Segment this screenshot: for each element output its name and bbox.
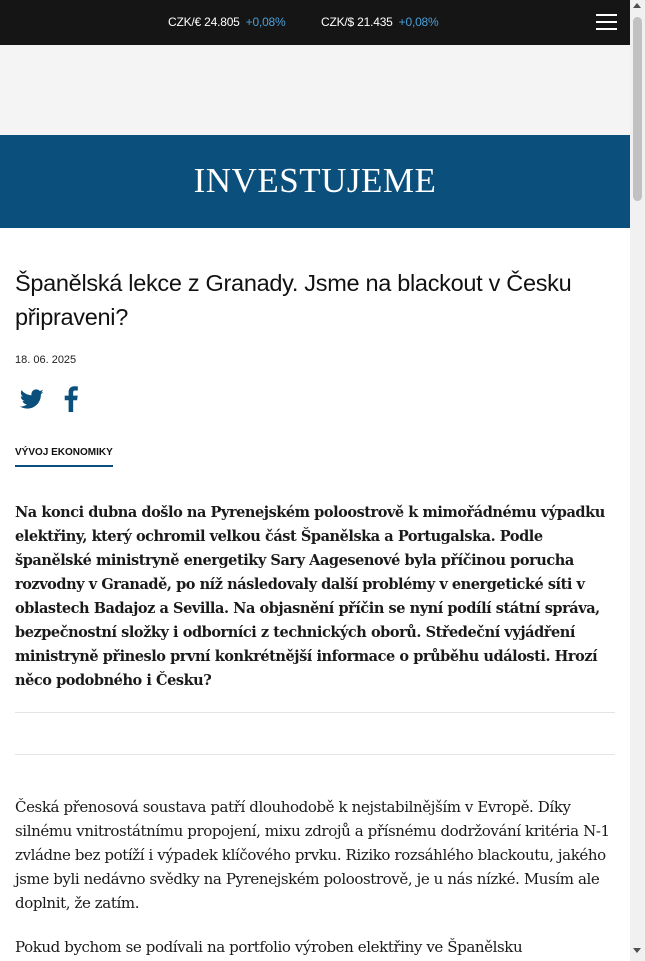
category-link[interactable]: VÝVOJ EKONOMIKY (15, 447, 113, 467)
scroll-down-arrow-icon[interactable] (633, 948, 641, 953)
ticker-eur (168, 15, 286, 29)
scrollbar-thumb[interactable] (633, 17, 642, 201)
article-perex: Na konci dubna došlo na Pyrenejském poloostrově k mimořádnému výpadku elektřiny, který ochromil velkou část Španělska a Portugalska. Podle španělské ministryně energetiky Sary Aagesenové byla příčinou porucha rozvodny v Granadě, po níž následovaly další problémy v energetické síti v oblastech Badajoz a Sevilla. Na objasnění příčin se nyní podílí státní správa, bezpečnostní složky i odborníci z technických oborů. Středeční vyjádření ministryně přineslo první konkrétnější informace o průběhu události. Hrozí něco podobného i Česku? (15, 504, 605, 689)
divider (15, 712, 615, 713)
facebook-icon[interactable] (60, 386, 82, 412)
article-title: Španělská lekce z Granady. Jsme na blackout v Česku připraveni? (15, 270, 572, 330)
scroll-up-arrow-icon[interactable] (633, 3, 641, 8)
article-paragraph: Pokud bychom se podívali na portfolio výroben elektřiny ve Španělsku (15, 938, 523, 956)
site-logo[interactable]: INVESTUJEME (193, 161, 437, 200)
article-date: 18. 06. 2025 (15, 354, 77, 366)
ticker-eur-change: +0,08% (245, 15, 286, 29)
divider (15, 754, 615, 755)
vertical-scrollbar[interactable] (630, 0, 645, 961)
ticker-eur-rate: CZK/€ 24.805 (168, 15, 240, 29)
hamburger-menu-icon[interactable] (596, 13, 617, 31)
ticker-usd-rate: CZK/$ 21.435 (321, 15, 393, 29)
ticker-usd (321, 15, 439, 29)
advertisement-space (0, 45, 630, 135)
twitter-icon[interactable] (20, 387, 44, 411)
article-paragraph: Česká přenosová soustava patří dlouhodobě k nejstabilnějším v Evropě. Díky silnému vnitrostátnímu propojení, mixu zdrojů a přísnému dodržování kritéria N-1 zvládne bez potíží i výpadek klíčového prvku. Riziko rozsáhlého blackoutu, jakého jsme byli nedávno svědky na Pyrenejském poloostrově, je u nás nízké. Musím ale doplnit, že zatím. (15, 798, 610, 912)
ticker-usd-change: +0,08% (398, 15, 439, 29)
currency-ticker-bar (0, 0, 630, 45)
